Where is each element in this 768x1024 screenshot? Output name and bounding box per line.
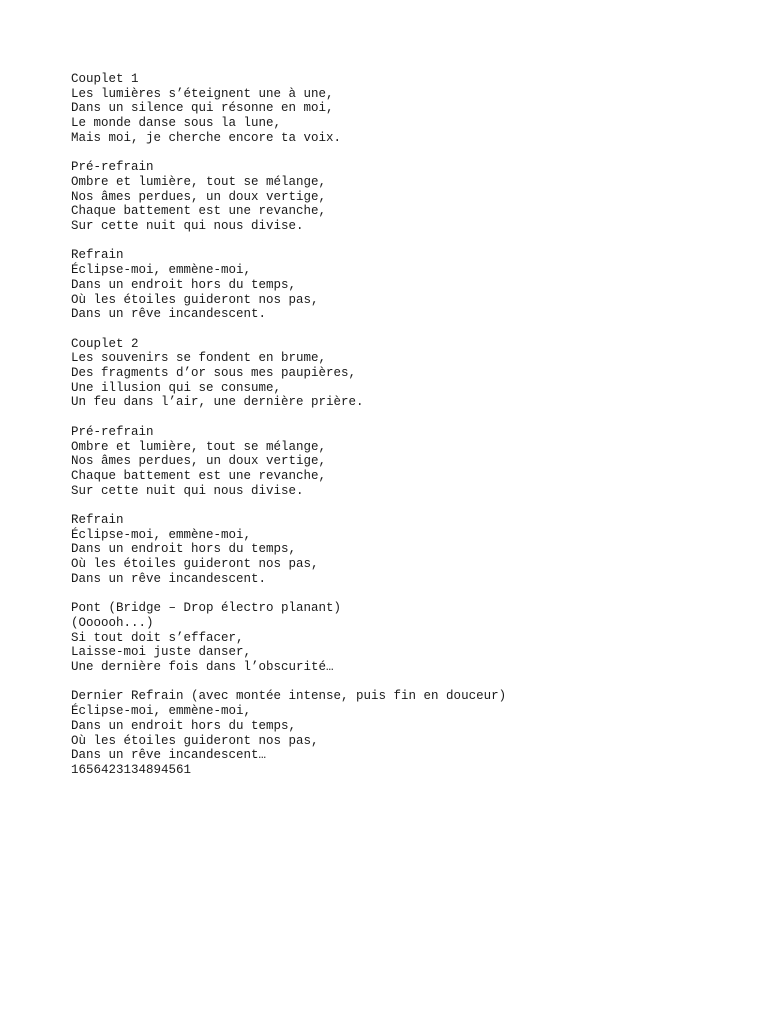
stanza-pre-refrain-1 [71, 160, 731, 234]
stanza-bridge [71, 601, 731, 675]
lyric-line: Nos âmes perdues, un doux vertige, [71, 454, 327, 469]
lyric-line: Dans un endroit hors du temps, [71, 718, 297, 733]
lyric-line: Dans un silence qui résonne en moi, [71, 101, 334, 116]
lyric-line: Dans un endroit hors du temps, [71, 542, 297, 557]
lyric-line: Les lumières s’éteignent une à une, [71, 86, 334, 101]
lyric-line: Laisse-moi juste danser, [71, 645, 252, 660]
stanza-heading: Couplet 1 [71, 72, 139, 86]
lyric-line: Dans un rêve incandescent… [71, 748, 267, 763]
lyric-line: (Oooooh...) [71, 615, 154, 630]
lyric-line: Où les étoiles guideront nos pas, [71, 292, 319, 307]
stanza-heading: Refrain [71, 513, 124, 528]
lyric-line: Où les étoiles guideront nos pas, [71, 557, 319, 572]
stanza-couplet-1 [71, 72, 731, 146]
lyric-line: Des fragments d’or sous mes paupières, [71, 366, 357, 381]
stanza-heading: Couplet 2 [71, 336, 139, 351]
lyric-line: Nos âmes perdues, un doux vertige, [71, 189, 327, 204]
lyric-line: Dans un rêve incandescent. [71, 307, 267, 322]
lyric-line: Un feu dans l’air, une dernière prière. [71, 395, 364, 410]
lyric-line: Une dernière fois dans l’obscurité… [71, 660, 334, 675]
stanza-heading: Pré-refrain [71, 160, 154, 175]
lyric-line: Sur cette nuit qui nous divise. [71, 219, 304, 234]
lyric-line: Une illusion qui se consume, [71, 380, 282, 395]
lyric-line: Ombre et lumière, tout se mélange, [71, 174, 327, 189]
lyrics-document [71, 72, 731, 778]
lyric-line: Éclipse-moi, emmène-moi, [71, 704, 252, 719]
stanza-heading: Pont (Bridge – Drop électro planant) [71, 601, 342, 616]
lyric-line: Éclipse-moi, emmène-moi, [71, 263, 252, 278]
lyric-line: Chaque battement est une revanche, [71, 468, 327, 483]
lyric-line: Éclipse-moi, emmène-moi, [71, 527, 252, 542]
stanza-couplet-2 [71, 337, 731, 411]
lyric-line: Sur cette nuit qui nous divise. [71, 483, 304, 498]
stanza-refrain-2 [71, 513, 731, 587]
document-id-number: 1656423134894561 [71, 762, 192, 777]
lyric-line: Mais moi, je cherche encore ta voix. [71, 130, 342, 145]
lyric-line: Chaque battement est une revanche, [71, 204, 327, 219]
stanza-refrain-1 [71, 248, 731, 322]
stanza-final-refrain [71, 689, 731, 777]
stanza-heading: Dernier Refrain (avec montée intense, puis fin en douceur) [71, 689, 507, 704]
lyric-line: Les souvenirs se fondent en brume, [71, 351, 327, 366]
lyric-line: Ombre et lumière, tout se mélange, [71, 439, 327, 454]
stanza-heading: Pré-refrain [71, 424, 154, 439]
stanza-pre-refrain-2 [71, 425, 731, 499]
lyric-line: Où les étoiles guideront nos pas, [71, 733, 319, 748]
stanza-heading: Refrain [71, 248, 124, 263]
lyric-line: Si tout doit s’effacer, [71, 630, 244, 645]
lyric-line: Le monde danse sous la lune, [71, 116, 282, 131]
lyric-line: Dans un endroit hors du temps, [71, 277, 297, 292]
lyric-line: Dans un rêve incandescent. [71, 571, 267, 586]
